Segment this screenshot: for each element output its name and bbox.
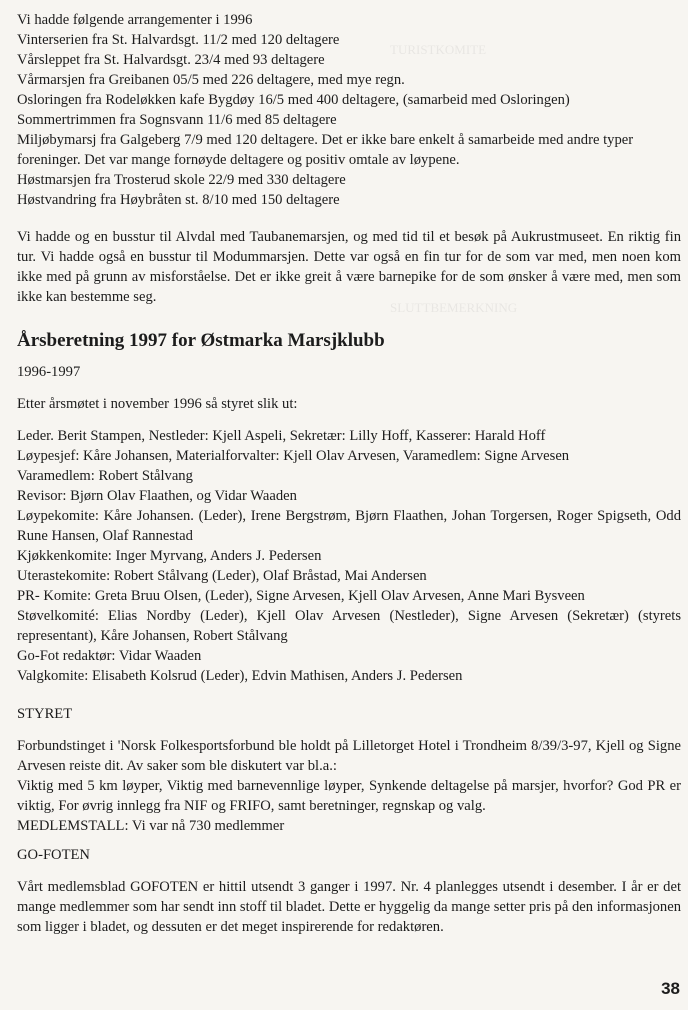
styret-line: MEDLEMSTALL: Vi var nå 730 medlemmer: [17, 818, 285, 834]
gofoten-heading-text: GO-FOTEN: [17, 847, 90, 863]
board-entry: Uterastekomite: Robert Stålvang (Leder), Olaf Bråstad, Mai Andersen: [17, 568, 427, 584]
styret-line: Viktig med 5 km løyper, Viktig med barnevennlige løyper, Synkende deltagelse på marsjer, hvorfor? God PR er viktig, For øvrig innlegg fra NIF og FRIFO, samt beretninger, regnskap og valg.: [17, 778, 681, 814]
arrangements-section: [17, 10, 681, 210]
board-entry: Go-Fot redaktør: Vidar Waaden: [17, 648, 202, 664]
gofoten-heading: [17, 845, 681, 865]
board-entry: Varamedlem: Robert Stålvang: [17, 468, 193, 484]
arrangement-item: Høstmarsjen fra Trosterud skole 22/9 med 330 deltagere: [17, 172, 346, 188]
bus-trip-paragraph: [17, 227, 681, 307]
board-intro: [17, 394, 681, 414]
arrangement-item: Vinterserien fra St. Halvardsgt. 11/2 med 120 deltagere: [17, 32, 340, 48]
board-entry: Valgkomite: Elisabeth Kolsrud (Leder), Edvin Mathisen, Anders J. Pedersen: [17, 668, 463, 684]
gofoten-text: Vårt medlemsblad GOFOTEN er hittil utsendt 3 ganger i 1997. Nr. 4 planlegges utsendt i desember. I år er det mange medlemmer som har sendt inn stoff til bladet. Dette er hyggelig da mange setter pris på den informasjonen som ligger i bladet, og dessuten er det meget inspirerende for redaktøren.: [17, 879, 681, 935]
report-period: [17, 362, 681, 382]
arrangement-item: Vårsleppet fra St. Halvardsgt. 23/4 med 93 deltagere: [17, 52, 325, 68]
arrangement-item: Osloringen fra Rodeløkken kafe Bygdøy 16/5 med 400 deltagere, (samarbeid med Osloringen): [17, 92, 570, 108]
arrangement-item: Miljøbymarsj fra Galgeberg 7/9 med 120 deltagere. Det er ikke bare enkelt å samarbeide med andre typer foreninger. Det var mange fornøyde deltagere og positiv omtale av løypene.: [17, 132, 634, 168]
bleed-through-text: SLUTTBEMERKNING: [390, 300, 518, 315]
board-entry: Løypesjef: Kåre Johansen, Materialforvalter: Kjell Olav Arvesen, Varamedlem: Signe Arvesen: [17, 448, 570, 464]
board-entry: Revisor: Bjørn Olav Flaathen, og Vidar Waaden: [17, 488, 297, 504]
styret-section: [17, 736, 681, 836]
bus-trip-text: Vi hadde og en busstur til Alvdal med Taubanemarsjen, og med tid til et besøk på Aukrustmuseet. En riktig fin tur. Vi hadde også en busstur til Modummarsjen. Dette var også en fin tur for de som var med, men noen kom ikke med på grunn av misforståelse. Det er ikke greit å være barnepike for de som ønsker å være med, men som ikke kan bestemme seg.: [17, 229, 681, 305]
gofoten-section: [17, 877, 681, 937]
board-list: [17, 426, 681, 686]
arrangement-item: Sommertrimmen fra Sognsvann 11/6 med 85 deltagere: [17, 112, 337, 128]
arrangements-intro: Vi hadde følgende arrangementer i 1996: [17, 12, 253, 28]
styret-heading-text: STYRET: [17, 706, 73, 722]
board-entry: PR- Komite: Greta Bruu Olsen, (Leder), Signe Arvesen, Kjell Olav Arvesen, Anne Mari Bysveen: [17, 588, 585, 604]
board-entry: Leder. Berit Stampen, Nestleder: Kjell Aspeli, Sekretær: Lilly Hoff, Kasserer: Harald Hoff: [17, 428, 546, 444]
styret-line: Forbundstinget i 'Norsk Folkesportsforbund ble holdt på Lilletorget Hotel i Trondheim 8/39/3-97, Kjell og Signe Arvesen reiste dit. Av saker som ble diskutert var bl.a.:: [17, 738, 681, 774]
arrangement-item: Vårmarsjen fra Greibanen 05/5 med 226 deltagere, med mye regn.: [17, 72, 405, 88]
styret-heading: [17, 704, 681, 724]
page-number: 38: [661, 979, 680, 998]
bleed-through-text: TURISTKOMITE: [390, 42, 487, 57]
board-entry: Støvelkomité: Elias Nordby (Leder), Kjell Olav Arvesen (Nestleder), Signe Arvesen (Sekretær) (styrets representant), Kåre Johansen, Robert Stålvang: [17, 608, 681, 644]
arrangement-item: Høstvandring fra Høybråten st. 8/10 med 150 deltagere: [17, 192, 340, 208]
report-title: Årsberetning 1997 for Østmarka Marsjklubb: [17, 330, 385, 351]
period-text: 1996-1997: [17, 364, 81, 380]
board-entry: Kjøkkenkomite: Inger Myrvang, Anders J. Pedersen: [17, 548, 322, 564]
board-intro-text: Etter årsmøtet i november 1996 så styret slik ut:: [17, 396, 298, 412]
board-entry: Løypekomite: Kåre Johansen. (Leder), Irene Bergstrøm, Bjørn Flaathen, Johan Torgersen, Roger Spigseth, Odd Rune Hansen, Olaf Rannestad: [17, 508, 681, 544]
